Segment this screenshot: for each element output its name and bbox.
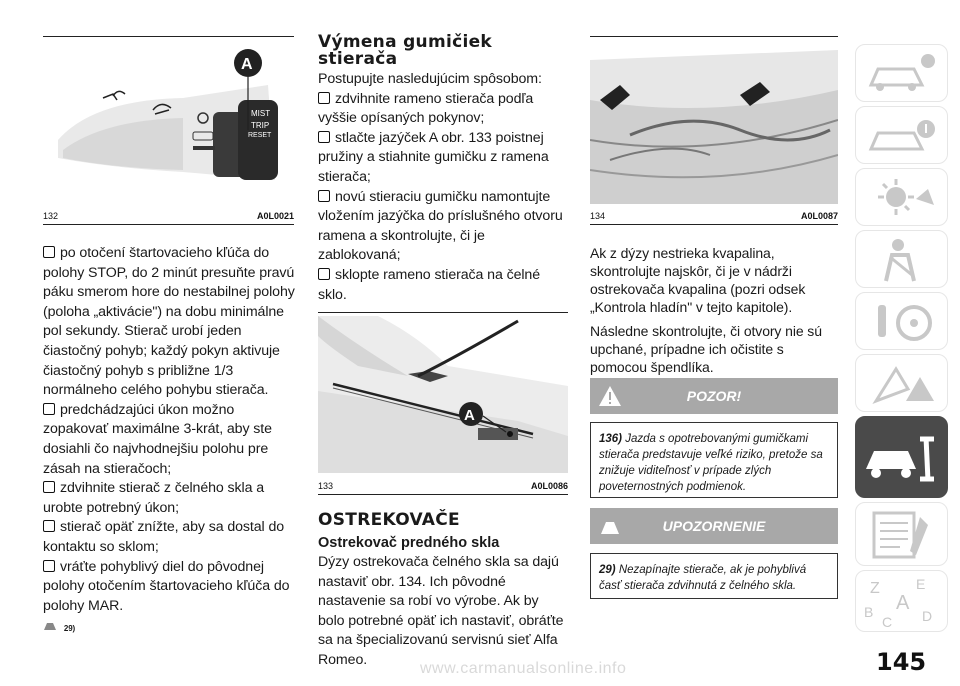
top-rule-col3 <box>590 36 838 37</box>
tab-index[interactable] <box>855 570 948 632</box>
column-2 <box>318 34 568 305</box>
caption-rule-col3 <box>590 224 838 225</box>
warning-title: POZOR! <box>686 388 742 404</box>
tab-in-an-emergency[interactable] <box>855 354 948 412</box>
figure-133-caption <box>318 481 568 493</box>
checkbox-bullet-icon <box>318 131 330 143</box>
figure-number: 133 <box>318 481 334 491</box>
figure-133 <box>318 316 568 473</box>
svg-text:C: C <box>882 614 893 630</box>
figure-code: A0L0021 <box>256 211 294 221</box>
caption-rule-col1 <box>43 224 294 225</box>
key-steering-icon <box>856 293 949 351</box>
checkbox-bullet-icon <box>43 560 55 572</box>
svg-text:B: B <box>864 604 874 620</box>
note-reference: 29) <box>43 618 295 639</box>
svg-text:A: A <box>896 592 910 614</box>
specifications-list-icon <box>856 503 949 567</box>
warning-lights-icon <box>856 169 949 227</box>
checkbox-bullet-icon <box>318 190 330 202</box>
section-title-wiper-blades: Výmena gumičiek stierača <box>318 32 493 69</box>
figure-number: 134 <box>590 211 606 221</box>
seatbelt-airbag-icon <box>856 231 949 289</box>
tab-getting-to-know-car[interactable] <box>855 44 948 102</box>
figure-133-callout: A <box>464 407 475 424</box>
figure-132-caption <box>43 211 294 223</box>
figure-number: 132 <box>43 211 59 221</box>
caution-header <box>590 508 838 544</box>
trip-label: TRIP <box>251 121 270 130</box>
washer-nozzle-illustration <box>590 40 838 204</box>
wiper-stalk-illustration <box>43 40 294 204</box>
checkbox-bullet-icon <box>43 403 55 415</box>
subsection-title: Ostrekovač predného skla <box>318 535 500 551</box>
top-rule-col1 <box>43 36 294 37</box>
column-3-text <box>590 244 838 376</box>
checkbox-bullet-icon <box>318 92 330 104</box>
tab-servicing-and-maintenance[interactable] <box>855 416 948 498</box>
tab-safety[interactable] <box>855 230 948 288</box>
list-item: stierač opäť znížte, aby sa dostal do kontaktu so sklom; <box>43 519 285 555</box>
warning-header <box>590 378 838 414</box>
section-title-washers: OSTREKOVAČE <box>318 510 460 530</box>
figure-134 <box>590 40 838 204</box>
figure-132-callout: A <box>241 56 253 73</box>
figure-code: A0L0086 <box>530 481 568 491</box>
watermark: www.carmanualsonline.info <box>420 660 627 677</box>
breakdown-triangle-icon <box>856 355 949 413</box>
reset-label: RESET <box>248 132 272 139</box>
column-2-washers <box>318 512 568 671</box>
caution-box <box>590 553 838 599</box>
warning-text: Jazda s opotrebovanými gumičkami stierača predstavuje veľké riziko, pretože sa znižuje viditeľnosť v prípade zlých poveternostných podmienok. <box>599 433 823 493</box>
list-item: po otočení štartovacieho kľúča do polohy STOP, do 2 minút presuňte pravú páku smerom hore do nestabilnej polohy (poloha „aktivácie") na dobu minimálne pol sekundy. Stierač urobí jeden čiastočný pohyb; každý pokyn aktivuje čiastočný pohyb s približne 1/3 normálneho celého pohybu stierača. <box>43 245 295 399</box>
warning-box <box>590 422 838 498</box>
car-info-icon <box>856 45 949 103</box>
caption-rule-fig133 <box>318 494 568 495</box>
checkbox-bullet-icon <box>43 520 55 532</box>
list-item: stlačte jazýček A obr. 133 poistnej pružiny a stiahnite gumičku z ramena stierača; <box>318 129 549 185</box>
checkbox-bullet-icon <box>43 481 55 493</box>
checkbox-bullet-icon <box>318 268 330 280</box>
tab-starting-and-driving[interactable] <box>855 292 948 350</box>
svg-text:E: E <box>916 576 926 592</box>
caution-car-icon <box>43 619 57 631</box>
mist-label: MIST <box>251 109 271 118</box>
car-info-i-icon <box>856 107 949 165</box>
caution-number: 29) <box>599 564 616 576</box>
list-item: vráťte pohyblivý diel do pôvodnej polohy otočením štartovacieho kľúča do polohy MAR. <box>43 558 290 614</box>
tab-knowing-instrument-panel[interactable] <box>855 106 948 164</box>
top-rule-fig133 <box>318 312 568 313</box>
intro-text: Postupujte nasledujúcim spôsobom: <box>318 71 542 87</box>
checkbox-bullet-icon <box>43 246 55 258</box>
page-number: 145 <box>876 648 927 676</box>
svg-text:D: D <box>922 608 933 624</box>
svg-text:Z: Z <box>870 580 880 597</box>
caution-title: UPOZORNENIE <box>662 518 766 534</box>
wiper-blade-illustration <box>318 316 568 473</box>
figure-134-caption <box>590 211 838 223</box>
figure-code: A0L0087 <box>800 211 838 221</box>
list-item: zdvihnite rameno stierača podľa vyššie opísaných pokynov; <box>318 90 534 127</box>
tab-warning-lights[interactable] <box>855 168 948 226</box>
car-service-wrench-icon <box>856 417 949 499</box>
column-1-text <box>43 244 295 639</box>
index-letters-icon <box>856 571 949 633</box>
figure-132 <box>43 40 294 204</box>
caution-text: Nezapínajte stierače, ak je pohyblivá časť stierača zdvihnutá z čelného skla. <box>599 564 807 592</box>
warning-number: 136) <box>599 433 623 445</box>
list-item: predchádzajúci úkon možno zopakovať maximálne 3-krát, aby ste dosiahli čo najvhodnejšiu polohu pre zásah na stieračoch; <box>43 401 272 477</box>
paragraph-clean-nozzles: Následne skontrolujte, či otvory nie sú upchané, prípadne ich očistite s pomocou špendlíka. <box>590 323 822 375</box>
tab-technical-specifications[interactable] <box>855 502 948 566</box>
paragraph-check-fluid: Ak z dýzy nestrieka kvapalina, skontrolujte najskôr, či je v nádrži ostrekovača kvapalina (pozri odsek „Kontrola hladín" v tejto kapitole). <box>590 245 806 315</box>
list-item: zdvihnite stierač z čelného skla a urobte potrebný úkon; <box>43 480 265 516</box>
list-item: novú stieraciu gumičku namontujte vložením jazýčka do príslušného otvoru ramena a skontrolujte, či je zablokovaná; <box>318 188 563 264</box>
washer-text: Dýzy ostrekovača čelného skla sa dajú nastaviť obr. 134. Ich pôvodné nastavenie sa robí vo výrobe. Ak by bolo potrebné opäť ich nastaviť, obráťte sa na špecializovanú servisnú sieť Alfa Romeo. <box>318 554 564 668</box>
list-item: sklopte rameno stierača na čelné sklo. <box>318 266 540 303</box>
